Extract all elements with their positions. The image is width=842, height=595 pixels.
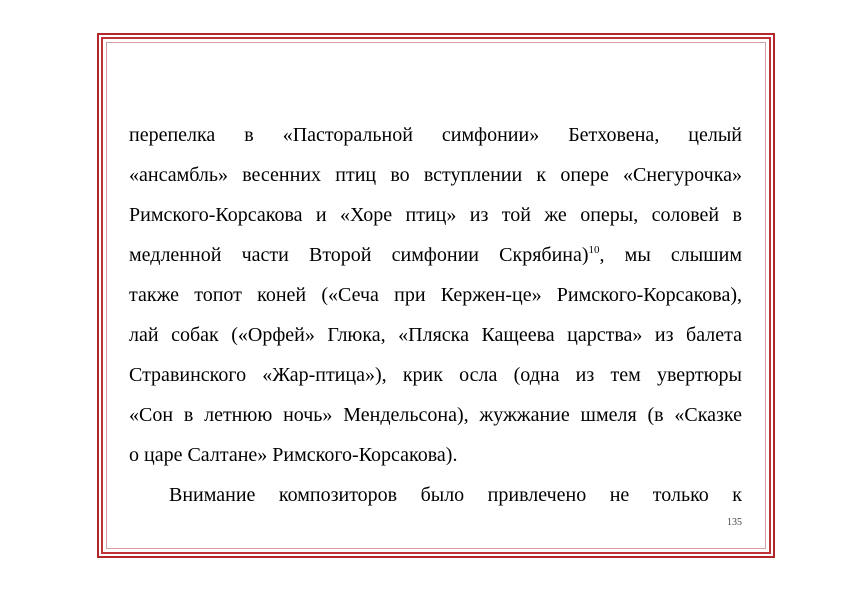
body-text bbox=[129, 115, 742, 515]
text-line: «ансамбль» весенних птиц во вступлении к опере «Снегурочка» bbox=[129, 164, 742, 186]
footnote-reference: 10 bbox=[588, 244, 600, 256]
text-segment: медленной части Второй симфонии Скрябина) bbox=[129, 244, 589, 266]
text-line: лай собак («Орфей» Глюка, «Пляска Кащеева царства» из балета bbox=[129, 324, 742, 346]
text-line: о царе Салтане» Римского-Корсакова). bbox=[129, 444, 458, 466]
text-line: Стравинского «Жар-птица»), крик осла (одна из тем увертюры bbox=[129, 364, 742, 386]
text-line-with-footnote bbox=[129, 235, 742, 275]
text-segment: , мы слышим bbox=[599, 244, 742, 266]
text-line: также топот коней («Сеча при Кержен-це» Римского-Корсакова), bbox=[129, 284, 742, 306]
text-line: Римского-Корсакова и «Хоре птиц» из той же оперы, соловей в bbox=[129, 204, 742, 226]
text-line: «Сон в летнюю ночь» Мендельсона), жужжание шмеля (в «Сказке bbox=[129, 404, 742, 426]
paragraph-start-line: Внимание композиторов было привлечено не только к bbox=[169, 484, 742, 506]
text-line: перепелка в «Пасторальной симфонии» Бетховена, целый bbox=[129, 124, 742, 146]
page-number: 135 bbox=[727, 517, 742, 528]
